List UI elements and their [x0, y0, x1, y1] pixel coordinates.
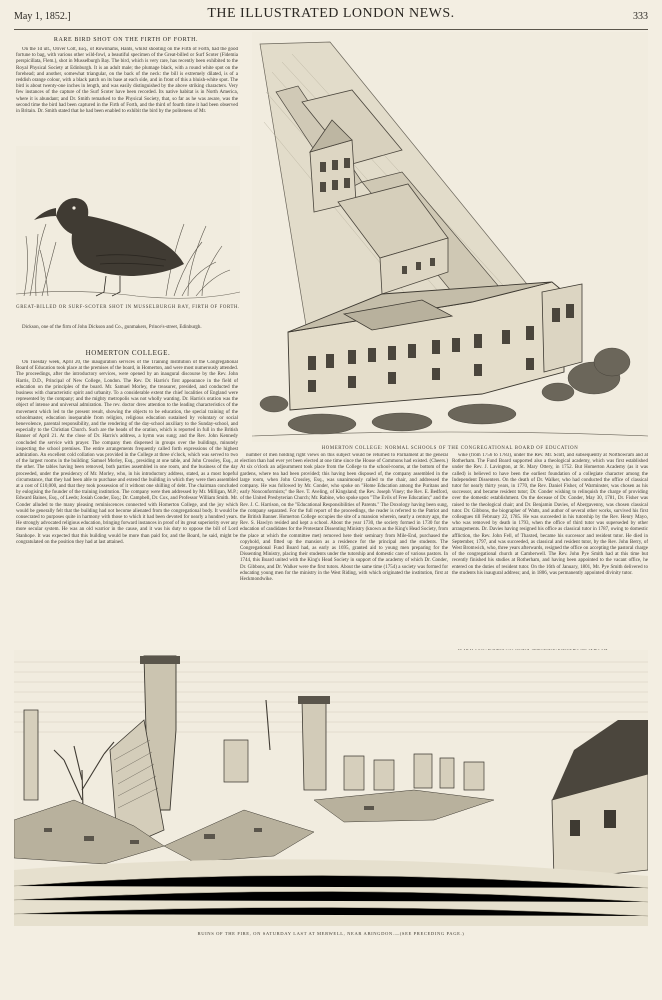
page-number: 333 — [633, 11, 648, 22]
bird-article-signoff: Dickson, one of the firm of John Dickson and Co., gunmakers, Prince's-street, Edinburgh. — [22, 325, 202, 330]
homerton-article-column-3: wike (from 1756 to 1783), under the Rev. Mr. Scott, and subsequently at Northowram and at Rotherham. The Fund Board supported also a theological academy, which was first established under the Rev. J. Lavington, at St. Mary Ottery, in 1752. But Homerton Academy (as it was called) is believed to have been the earliest foundation of a collegiate character among the Independent Dissenters. On the death of Dr. Walker, who had conducted the office of classical tutor for nearly thirty years, in 1770, the Rev. Daniel Fisher, of Warminster, was chosen as his successor, and became resident tutor; Dr. Conder wishing to relinquish the charge of providing over the domestic establishment. On the decease of Dr. Conder, May 30, 1781, Dr. Fisher was raised to the theological chair; and Dr. Benjamin Davies, of Abergavenny, was chosen classical tutor. Dr. Gibbons, the biographer of Watts, and author of several other works, survived his first colleagues till February 22, 1785. He was succeeded in his tutorship by the Rev. Henry Mayo, who was removed by death in 1793, when the office of third tutor was superseded by other arrangements. Dr. Davies having resigned his office as classical tutor in 1787, owing to domestic affliction, the Rev. John Fell, of Thaxted, became his successor and resident tutor. He died in September, 1797, and was succeeded, as classical and resident tutor, by the Rev. John Berry, of West Bromwich, who, three years afterwards, resigned the office on accepting the pastoral charge of the congregational church at Camberwell. The Rev. John Pye Smith had at this time but recently finished his studies at Rotherham, and having been appointed to the vacant office, he entered on the duties of resident tutor. On the 16th of January, 1801, Mr. Pye Smith delivered to the students his inaugural address; and, in 1806, was permanently appointed divinity tutor. — [452, 453, 648, 576]
homerton-article-column-1: On Tuesday week, April 20, the inauguration services of the Training Institution of the Congregational Board of Education took place at the premises of the board, in Homerton, and were most numerously attended. The proceedings, after the introductory services, were opened by an inaugural discourse by the Rev. John Harris, D.D., Principal of New College, London. The Rev. Dr. Harris's first appearance in the field of education on the principles of the board. Mr. Samuel Morley, the treasurer, presided, and conducted the business with characteristic spirit and urbanity. To a considerable extent the chief localities of England were represented by the company; and the mighty metropolis was not wholly wanting. Dr. Harris's oration was the object of intense and universal admiration. The rev. doctor drew attention to the leading characteristics of the movement which led to the present result, showing the objects to be education, the special training of the schoolmaster, education inseparable from religion, religious education sustained by voluntary or social benevolence, parental responsibility, and the rendering of the day-school auxiliary to the Sunday-school, and especially to the Christian Church. Such are the heads of the oration, which is reported in full in the British Banner of April 21. At the close of Dr. Harris's address, a hymn was sung; and the Rev. John Kennedy concluded the service with prayer. The company then dispersed in groups over the buildings, minutely inspecting the school premises. The entire arrangements frequently called forth expressions of the highest admiration. An excellent cold collation was provided in the College at three o'clock, which was served to two of the largest rooms in the building; Samuel Morley, Esq., presiding at one table, and John Crossley, Esq., at the other. The tables having been removed, both parties assembled in one room, and the business of the day proceeded, under the presidency of Mr. Morley, who, in his introductory address, stated, as a most hopeful circumstance, that they had been able to purchase and extend the building in which they were then assembled at a cost of £10,000, and that they took possession of it without one shilling of debt. The chairman concluded by eulogising the founder of the training institution. The company were then addressed by Mr. Milligan, M.P.; Edward Baines, Esq., of Leeds; Josiah Conder, Esq.; Dr. Campbell, Dr. Cox, and Professor William Smith. Mr. Conder alluded to the many pleasing reminiscences connected with Homerton College, and the joy which would be generally felt that the building had not become alienated from the congregational body. It would be consecrated to purposes quite in harmony with those to which it had been devoted for nearly a hundred years. He strongly advocated religious education, bringing forward instances in proof of its great superiority over any more secular system. He was an old warrior in the cause, and it was his duty to oppose the bill of Lord Stanhope. It was expected that this building would be more than paid for, and the Board, he said, might be congratulated on the position they had at last attained. — [16, 360, 238, 545]
college-caption: HOMERTON COLLEGE: NORMAL SCHOOLS OF THE CONGREGATIONAL BOARD OF EDUCATION — [321, 446, 579, 451]
bird-article-body: On the 1d ult., Oliver Colt, Esq., of Rownhams, Hants, whilst shooting on the Firth of Forth, had the good fortune to bag, with various other wild-fowl, a beautiful specimen of the Great-billed or Surf Scoter (Fidemia perspicillata, Flem.), shot in Musselburgh Bay. The bird, which is very rare, has recently been exhibited to the Royal Physical Society at Edinburgh. It is an adult male; the plumage black, with a round white spot on the forehead; and another, somewhat triangular, on the back of the neck: the bill is extremely dilated, is of a reddish orange colour, with a black patch on its base at each side, and in front of this a bluish-white spot. The bird is about twenty-one inches in length, and was easily distinguished by the above striking characters. Very few instances of the capture of the Surf Scoter have been recorded. Its native habitat is in North America, where it is abundant; and Dr. Smith remarked to the Physical Society, that, so far as he was aware, was the second time the bird had been captured in the Firth of Forth, and the third of fourth time it had been observed in Britain. Dr. Smith stated that he had been enabled to exhibit the bird by the politeness of Mr. — [16, 47, 238, 115]
homerton-article-column-2: number of men holding right views on this subject would be returned to Parliament at the general election than had ever yet been elected at one time since the House of Commons had existed. (Cheers.) At six o'clock an adjournment took place from the College to the school-rooms, at the bottom of the gardens, where tea had been provided; this having been disposed of, the company assembled in the large room, when John Crossley, Esq., was unanimously called to the chair, and addressed the company. He was followed by Mr. Conder, who spoke on "Home Education among the Puritans and early Nonconformists;" the Rev. T. Aveling, of Kingsland; the Rev. Joseph Viney; the Rev. E. Bedford, of the United Presbyterian Church; Mr. Rabine, who spoke upon "The Evils of Free Education;" and the Rev. J. C. Harrison, on the "Educational Responsibilities of Parents." The Doxology having been sung, the company separated. For the full report of the proceedings, the reader is referred to the Patriot and the British Banner. Homerton College occupies the site of a mansion wherein, nearly a century ago, the Rev. S. Hawlyn resided and kept a school. About the year 1730, the society formed in 1730 for the education of candidates for the Protestant Dissenting Ministry (known as the King's Head Society, from the place at which the committee met) removed here their seminary from Mile-End, purchased the copyhold, and fitted up the mansion as a residence for the principal and the students. The Congregational Fund Board had, as early as 1695, granted aid to young men preparing for the Dissenting Ministry, placing their students under the tutorship and domestic care of various pastors. In 1744, this Board united with the King's Head Society in support of the academy of which Dr. Conder, Dr. Gibbons, and Dr. Walker were the first tutors. About the same time (1754) a society was formed for educating young men for the ministry in the West Riding, with which originated the institution, first at Heckmondwike. — [240, 453, 448, 583]
homerton-college-engraving — [252, 32, 648, 442]
surf-scoter-engraving — [16, 146, 240, 302]
fire-ruins-engraving — [14, 650, 648, 926]
newspaper-title: THE ILLUSTRATED LONDON NEWS. — [207, 6, 455, 21]
bird-caption: GREAT-BILLED OR SURF-SCOTER SHOT IN MUSSELBURGH BAY, FIRTH OF FORTH. — [16, 305, 240, 310]
homerton-article-heading: HOMERTON COLLEGE. — [85, 349, 171, 357]
bird-article-heading: RARE BIRD SHOT ON THE FIRTH OF FORTH. — [53, 37, 199, 43]
masthead — [14, 6, 648, 30]
fire-caption: RUINS OF THE FIRE, ON SATURDAY LAST AT MERWELL, NEAR ABINGDON.—(SEE PRECEDING PAGE.) — [197, 931, 465, 936]
issue-date: May 1, 1852.] — [14, 11, 71, 22]
masthead-rule — [14, 29, 648, 30]
